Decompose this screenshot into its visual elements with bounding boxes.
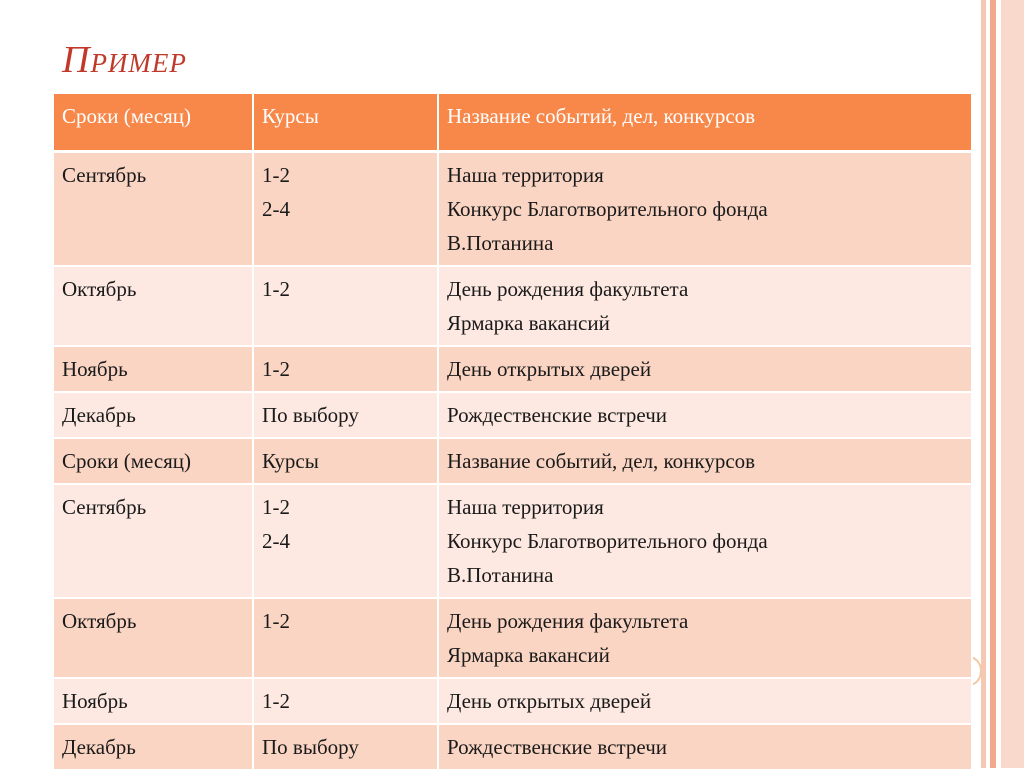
course-line: По выбору bbox=[262, 735, 359, 759]
event-line: День открытых дверей bbox=[447, 357, 652, 381]
table-body bbox=[54, 152, 972, 771]
cell-events bbox=[438, 266, 972, 346]
cell-month: Ноябрь bbox=[54, 346, 253, 392]
cell-month: Декабрь bbox=[54, 724, 253, 770]
header-month: Сроки (месяц) bbox=[54, 94, 253, 152]
header-courses: Курсы bbox=[253, 94, 438, 152]
table-row bbox=[54, 724, 972, 770]
event-line: День открытых дверей bbox=[447, 689, 652, 713]
cell-courses bbox=[253, 152, 438, 267]
event-line: Наша территория bbox=[447, 163, 604, 187]
cell-month: Сроки (месяц) bbox=[54, 438, 253, 484]
slide-title: Пример bbox=[62, 39, 187, 81]
table-header-row bbox=[54, 94, 972, 152]
cell-events bbox=[438, 724, 972, 770]
event-line: Ярмарка вакансий bbox=[447, 643, 610, 667]
course-line: 1-2 bbox=[262, 277, 290, 301]
event-line: Наша территория bbox=[447, 495, 604, 519]
schedule-table-container bbox=[54, 94, 972, 771]
cell-month: Ноябрь bbox=[54, 678, 253, 724]
course-line: 2-4 bbox=[262, 197, 290, 221]
cell-courses bbox=[253, 724, 438, 770]
cell-courses bbox=[253, 346, 438, 392]
table-row bbox=[54, 484, 972, 598]
cell-courses bbox=[253, 438, 438, 484]
cell-month: Октябрь bbox=[54, 266, 253, 346]
event-line: День рождения факультета bbox=[447, 277, 689, 301]
event-line: Рождественские встречи bbox=[447, 735, 667, 759]
cell-courses bbox=[253, 266, 438, 346]
cell-events bbox=[438, 598, 972, 678]
cell-events bbox=[438, 152, 972, 267]
course-line: 1-2 bbox=[262, 357, 290, 381]
course-line: 1-2 bbox=[262, 495, 290, 519]
cell-events bbox=[438, 346, 972, 392]
event-line: Рождественские встречи bbox=[447, 403, 667, 427]
cell-courses bbox=[253, 598, 438, 678]
cell-month: Октябрь bbox=[54, 598, 253, 678]
cell-events bbox=[438, 438, 972, 484]
table-row bbox=[54, 392, 972, 438]
cell-events bbox=[438, 484, 972, 598]
event-line: День рождения факультета bbox=[447, 609, 689, 633]
cell-courses bbox=[253, 678, 438, 724]
schedule-table bbox=[54, 94, 973, 771]
cell-courses bbox=[253, 484, 438, 598]
decor-stripe bbox=[1001, 0, 1024, 768]
event-line: Конкурс Благотворительного фонда bbox=[447, 197, 768, 221]
course-line: 2-4 bbox=[262, 529, 290, 553]
cell-events bbox=[438, 392, 972, 438]
cell-month: Сентябрь bbox=[54, 152, 253, 267]
course-line: 1-2 bbox=[262, 609, 290, 633]
course-line: Курсы bbox=[262, 449, 319, 473]
event-line: Ярмарка вакансий bbox=[447, 311, 610, 335]
event-line: В.Потанина bbox=[447, 231, 554, 255]
table-row bbox=[54, 438, 972, 484]
cell-month: Декабрь bbox=[54, 392, 253, 438]
course-line: По выбору bbox=[262, 403, 359, 427]
table-row bbox=[54, 266, 972, 346]
table-row bbox=[54, 678, 972, 724]
course-line: 1-2 bbox=[262, 689, 290, 713]
cell-month: Сентябрь bbox=[54, 484, 253, 598]
event-line: Название событий, дел, конкурсов bbox=[447, 449, 756, 473]
event-line: Конкурс Благотворительного фонда bbox=[447, 529, 768, 553]
table-row bbox=[54, 152, 972, 267]
table-row bbox=[54, 346, 972, 392]
table-row bbox=[54, 598, 972, 678]
cell-courses bbox=[253, 392, 438, 438]
event-line: В.Потанина bbox=[447, 563, 554, 587]
cell-events bbox=[438, 678, 972, 724]
course-line: 1-2 bbox=[262, 163, 290, 187]
header-events: Название событий, дел, конкурсов bbox=[438, 94, 972, 152]
